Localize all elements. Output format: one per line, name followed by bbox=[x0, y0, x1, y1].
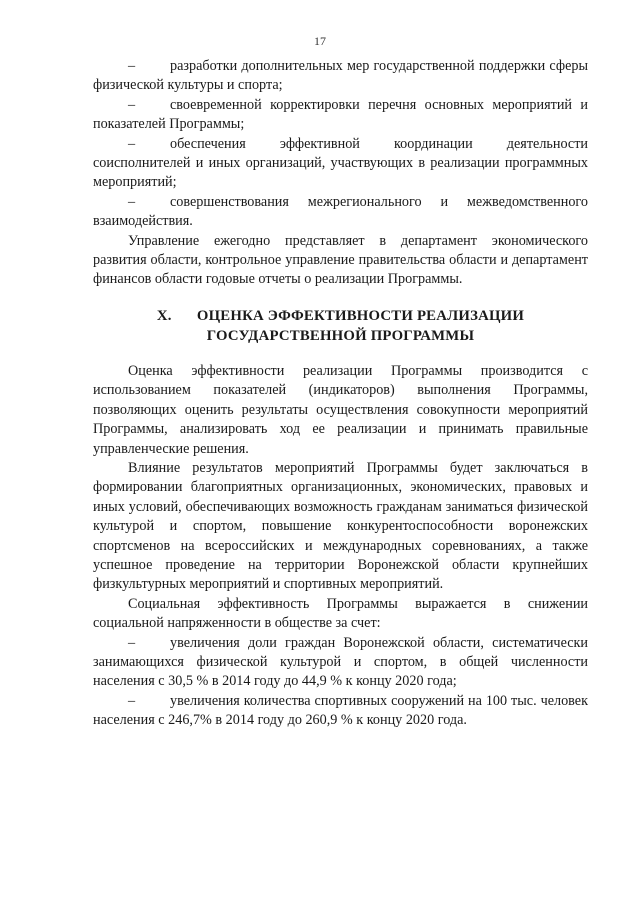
page-number: 17 bbox=[314, 34, 326, 48]
section-number: X. bbox=[156, 307, 172, 324]
list-item bbox=[93, 135, 588, 193]
list-dash: – bbox=[128, 634, 136, 651]
list-item bbox=[93, 57, 588, 96]
section-heading bbox=[93, 306, 588, 346]
list-dash: – bbox=[128, 135, 136, 152]
paragraph-evaluation: Оценка эффективности реализации Программы производится с использованием показателей (индикаторов) выполнения Программы, позволяющих оценить результаты осуществления совокупности мероприятий Программы, анализировать ход ее реализации и принимать правильные управленческие решения. bbox=[93, 362, 588, 457]
list-item-text: увеличения доли граждан Воронежской области, систематически занимающихся физической культурой и спортом, в общей численности населения с 30,5 % в 2014 году до 44,9 % к концу 2020 года; bbox=[93, 634, 588, 690]
list-item bbox=[93, 96, 588, 135]
section-title: ОЦЕНКА ЭФФЕКТИВНОСТИ РЕАЛИЗАЦИИ ГОСУДАРСТВЕННОЙ ПРОГРАММЫ bbox=[196, 307, 525, 344]
list-dash: – bbox=[128, 692, 136, 709]
paragraph-annual-report: Управление ежегодно представляет в департамент экономического развития области, контрольное управление правительства области и департамент финансов области годовые отчеты о реализации Программы. bbox=[93, 232, 588, 288]
list-item bbox=[93, 193, 588, 232]
list-item-text: разработки дополнительных мер государственной поддержки сферы физической культуры и спорта; bbox=[93, 58, 588, 94]
paragraph-influence: Влияние результатов мероприятий Программы будет заключаться в формировании благоприятных организационных, экономических, правовых и иных условий, обеспечивающих возможность гражданам заниматься физической культурой и спортом, повышение конкурентоспособности воронежских спортсменов на всероссийских и международных соревнованиях, а также успешное проведение на территории Воронежской области крупнейших физкультурных мероприятий и спортивных мероприятий. bbox=[93, 459, 588, 593]
list-item-text: обеспечения эффективной координации деятельности соисполнителей и иных организаций, участвующих в реализации программных мероприятий; bbox=[93, 135, 588, 191]
list-dash: – bbox=[128, 96, 136, 113]
list-dash: – bbox=[128, 193, 136, 210]
paragraph-social-efficiency: Социальная эффективность Программы выражается в снижении социальной напряженности в обществе за счет: bbox=[93, 595, 588, 632]
list-item-text: своевременной корректировки перечня основных мероприятий и показателей Программы; bbox=[93, 96, 588, 133]
page-content bbox=[93, 57, 588, 731]
list-item-text: совершенствования межрегионального и межведомственного взаимодействия. bbox=[93, 193, 588, 230]
list-dash: – bbox=[128, 58, 136, 74]
list-item-text: увеличения количества спортивных сооружений на 100 тыс. человек населения с 246,7% в 2014 году до 260,9 % к концу 2020 года. bbox=[93, 692, 588, 729]
list-item bbox=[93, 634, 588, 692]
list-item bbox=[93, 692, 588, 731]
